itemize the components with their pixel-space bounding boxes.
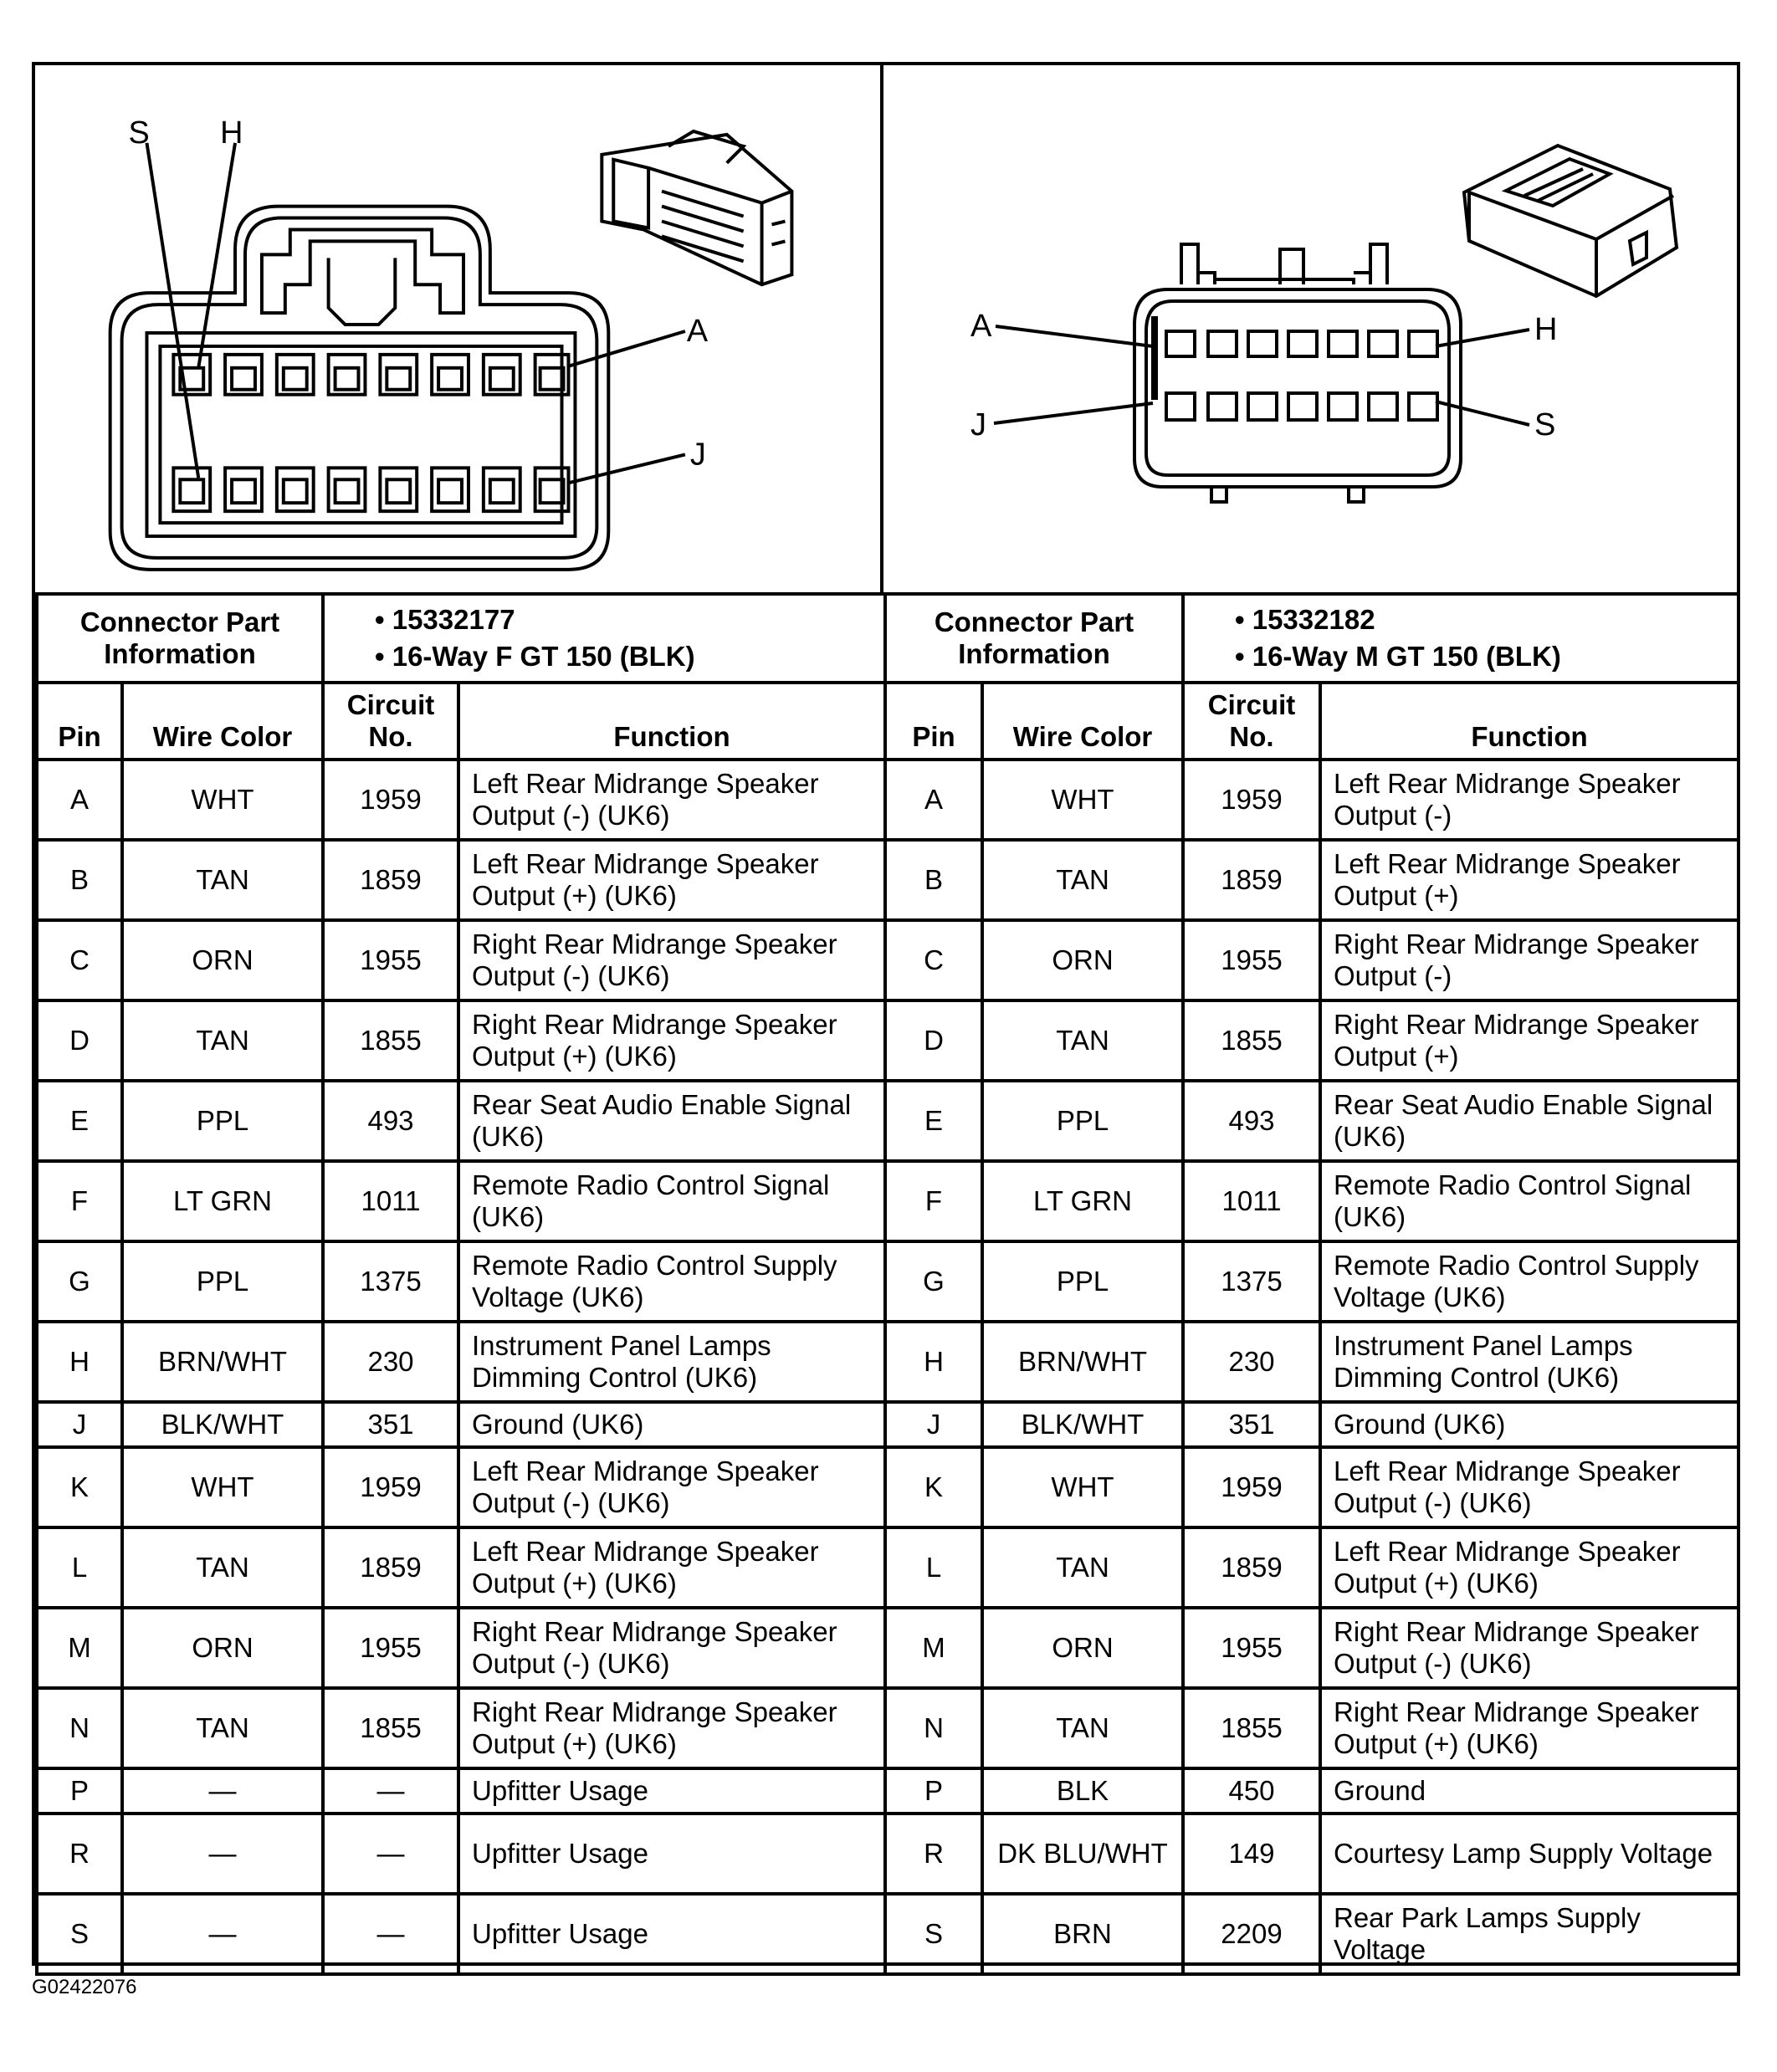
right-wire-color-header: Wire Color: [982, 683, 1183, 760]
pin-row: [37, 1447, 1739, 1527]
left-wire-color-header: Wire Color: [122, 683, 323, 760]
left-wire-color-cell: LT GRN: [122, 1161, 323, 1241]
left-wire-color-cell: TAN: [122, 1527, 323, 1608]
left-wire-color-cell: —: [122, 1768, 323, 1814]
right-wire-color-cell: TAN: [982, 840, 1183, 920]
right-pin-cell: H: [885, 1322, 982, 1402]
connector-sheet: [32, 62, 1740, 1966]
pin-row: [37, 1402, 1739, 1447]
connector-info-row: [37, 594, 1739, 683]
pin-row: [37, 1814, 1739, 1894]
left-pin-cell: N: [37, 1688, 122, 1768]
right-pin-cell: E: [885, 1081, 982, 1161]
left-function-header: Function: [458, 683, 885, 760]
left-label-s: S: [128, 115, 150, 151]
left-pin-cell: B: [37, 840, 122, 920]
left-pin-cell: A: [37, 760, 122, 840]
right-circuit-cell: 1955: [1183, 920, 1320, 1000]
right-circuit-cell: 493: [1183, 1081, 1320, 1161]
right-function-header: Function: [1320, 683, 1739, 760]
left-wire-color-cell: BLK/WHT: [122, 1402, 323, 1447]
right-wire-color-cell: BRN: [982, 1894, 1183, 1974]
left-wire-color-cell: TAN: [122, 1000, 323, 1081]
left-pin-cell: D: [37, 1000, 122, 1081]
right-label-j: J: [970, 407, 986, 443]
left-wire-color-cell: PPL: [122, 1081, 323, 1161]
right-circuit-cell: 450: [1183, 1768, 1320, 1814]
right-circuit-cell: 1959: [1183, 1447, 1320, 1527]
right-circuit-cell: 149: [1183, 1814, 1320, 1894]
left-circuit-cell: 493: [323, 1081, 458, 1161]
left-function-cell: Instrument Panel Lamps Dimming Control (UK6): [458, 1322, 885, 1402]
right-pin-cell: D: [885, 1000, 982, 1081]
left-function-cell: Remote Radio Control Signal (UK6): [458, 1161, 885, 1241]
left-pin-cell: L: [37, 1527, 122, 1608]
left-function-cell: Left Rear Midrange Speaker Output (-) (UK6): [458, 760, 885, 840]
left-pin-cell: M: [37, 1608, 122, 1688]
right-function-cell: Ground: [1320, 1768, 1739, 1814]
left-circuit-cell: 1011: [323, 1161, 458, 1241]
left-circuit-cell: 1959: [323, 760, 458, 840]
left-function-cell: Ground (UK6): [458, 1402, 885, 1447]
left-wire-color-cell: —: [122, 1814, 323, 1894]
right-wire-color-cell: ORN: [982, 1608, 1183, 1688]
right-wire-color-cell: TAN: [982, 1527, 1183, 1608]
left-wire-color-cell: TAN: [122, 840, 323, 920]
right-connector-drawing: [883, 65, 1737, 592]
pin-row: [37, 1768, 1739, 1814]
right-wire-color-cell: LT GRN: [982, 1161, 1183, 1241]
right-wire-color-cell: PPL: [982, 1241, 1183, 1322]
pin-row: [37, 1608, 1739, 1688]
right-function-cell: Right Rear Midrange Speaker Output (-) (UK6): [1320, 1608, 1739, 1688]
left-wire-color-cell: ORN: [122, 1608, 323, 1688]
left-circuit-cell: 1859: [323, 1527, 458, 1608]
right-function-cell: Left Rear Midrange Speaker Output (+) (UK6): [1320, 1527, 1739, 1608]
left-pin-cell: G: [37, 1241, 122, 1322]
left-function-cell: Upfitter Usage: [458, 1768, 885, 1814]
left-wire-color-cell: BRN/WHT: [122, 1322, 323, 1402]
left-circuit-header-line1: Circuit: [346, 689, 435, 721]
right-wire-color-cell: WHT: [982, 760, 1183, 840]
figure-code: G02422076: [32, 1976, 137, 1998]
left-pin-cell: H: [37, 1322, 122, 1402]
left-connector-drawing: [35, 65, 880, 592]
right-wire-color-cell: TAN: [982, 1000, 1183, 1081]
right-pin-cell: C: [885, 920, 982, 1000]
right-wire-color-cell: BRN/WHT: [982, 1322, 1183, 1402]
left-pin-cell: K: [37, 1447, 122, 1527]
right-function-cell: Rear Seat Audio Enable Signal (UK6): [1320, 1081, 1739, 1161]
left-circuit-cell: 1955: [323, 1608, 458, 1688]
pin-row: [37, 1241, 1739, 1322]
right-wire-color-cell: BLK/WHT: [982, 1402, 1183, 1447]
left-function-cell: Upfitter Usage: [458, 1814, 885, 1894]
right-function-cell: Courtesy Lamp Supply Voltage: [1320, 1814, 1739, 1894]
right-pin-cell: S: [885, 1894, 982, 1974]
right-pin-cell: G: [885, 1241, 982, 1322]
left-pin-cell: J: [37, 1402, 122, 1447]
left-part-info: [323, 594, 885, 683]
right-wire-color-cell: ORN: [982, 920, 1183, 1000]
left-function-cell: Right Rear Midrange Speaker Output (-) (UK6): [458, 1608, 885, 1688]
left-pin-header: Pin: [37, 683, 122, 760]
right-circuit-cell: 1859: [1183, 1527, 1320, 1608]
right-part-number: • 15332182: [1235, 604, 1375, 636]
right-function-cell: Ground (UK6): [1320, 1402, 1739, 1447]
left-function-cell: Right Rear Midrange Speaker Output (+) (UK6): [458, 1000, 885, 1081]
right-pin-cell: L: [885, 1527, 982, 1608]
left-function-cell: Left Rear Midrange Speaker Output (-) (UK6): [458, 1447, 885, 1527]
left-pin-cell: R: [37, 1814, 122, 1894]
pin-row: [37, 760, 1739, 840]
right-wire-color-cell: DK BLU/WHT: [982, 1814, 1183, 1894]
right-function-cell: Instrument Panel Lamps Dimming Control (UK6): [1320, 1322, 1739, 1402]
left-pin-cell: P: [37, 1768, 122, 1814]
right-circuit-cell: 1855: [1183, 1000, 1320, 1081]
right-circuit-cell: 1955: [1183, 1608, 1320, 1688]
right-pin-cell: A: [885, 760, 982, 840]
right-circuit-header-line2: No.: [1229, 721, 1274, 753]
right-circuit-cell: 2209: [1183, 1894, 1320, 1974]
right-circuit-cell: 1959: [1183, 760, 1320, 840]
left-pin-cell: S: [37, 1894, 122, 1974]
pin-table: [35, 592, 1740, 1976]
left-wire-color-cell: WHT: [122, 760, 323, 840]
right-pin-cell: M: [885, 1608, 982, 1688]
right-function-cell: Right Rear Midrange Speaker Output (-): [1320, 920, 1739, 1000]
right-circuit-cell: 1375: [1183, 1241, 1320, 1322]
right-circuit-cell: 351: [1183, 1402, 1320, 1447]
right-function-cell: Left Rear Midrange Speaker Output (-) (UK6): [1320, 1447, 1739, 1527]
right-circuit-cell: 1011: [1183, 1161, 1320, 1241]
right-function-cell: Left Rear Midrange Speaker Output (+): [1320, 840, 1739, 920]
pin-row: [37, 1000, 1739, 1081]
left-wire-color-cell: ORN: [122, 920, 323, 1000]
left-connector-description: • 16-Way F GT 150 (BLK): [375, 641, 695, 672]
left-wire-color-cell: TAN: [122, 1688, 323, 1768]
right-pin-cell: N: [885, 1688, 982, 1768]
left-circuit-cell: 1955: [323, 920, 458, 1000]
left-function-cell: Left Rear Midrange Speaker Output (+) (UK6): [458, 840, 885, 920]
left-circuit-cell: —: [323, 1894, 458, 1974]
left-label-a: A: [686, 313, 709, 349]
left-function-cell: Rear Seat Audio Enable Signal (UK6): [458, 1081, 885, 1161]
right-function-cell: Rear Park Lamps Supply Voltage: [1320, 1894, 1739, 1974]
right-wire-color-cell: BLK: [982, 1768, 1183, 1814]
left-wire-color-cell: PPL: [122, 1241, 323, 1322]
left-wire-color-cell: WHT: [122, 1447, 323, 1527]
right-label-h: H: [1534, 312, 1558, 347]
pin-row: [37, 1527, 1739, 1608]
right-circuit-cell: 1859: [1183, 840, 1320, 920]
right-connector-panel: [883, 65, 1737, 592]
right-pin-cell: J: [885, 1402, 982, 1447]
right-pin-cell: F: [885, 1161, 982, 1241]
left-connector-panel: [35, 65, 883, 592]
left-circuit-cell: —: [323, 1814, 458, 1894]
right-pin-header: Pin: [885, 683, 982, 760]
right-connector-description: • 16-Way M GT 150 (BLK): [1235, 641, 1561, 672]
left-circuit-header: [323, 683, 458, 760]
left-label-h: H: [220, 115, 243, 151]
left-label-j: J: [689, 437, 706, 473]
right-label-a: A: [970, 309, 992, 344]
left-circuit-cell: 1855: [323, 1000, 458, 1081]
left-function-cell: Right Rear Midrange Speaker Output (+) (UK6): [458, 1688, 885, 1768]
pin-row: [37, 1081, 1739, 1161]
left-circuit-cell: —: [323, 1768, 458, 1814]
right-pin-cell: B: [885, 840, 982, 920]
right-circuit-cell: 230: [1183, 1322, 1320, 1402]
pin-row: [37, 1161, 1739, 1241]
right-label-s: S: [1534, 407, 1556, 443]
right-pin-cell: K: [885, 1447, 982, 1527]
right-circuit-header-line1: Circuit: [1207, 689, 1296, 721]
left-function-cell: Upfitter Usage: [458, 1894, 885, 1974]
left-circuit-cell: 1375: [323, 1241, 458, 1322]
left-function-cell: Left Rear Midrange Speaker Output (+) (UK6): [458, 1527, 885, 1608]
right-info-label: Connector Part Information: [885, 594, 1183, 683]
pin-row: [37, 920, 1739, 1000]
left-function-cell: Right Rear Midrange Speaker Output (-) (UK6): [458, 920, 885, 1000]
right-function-cell: Left Rear Midrange Speaker Output (-): [1320, 760, 1739, 840]
column-header-row: [37, 683, 1739, 760]
right-function-cell: Right Rear Midrange Speaker Output (+) (UK6): [1320, 1688, 1739, 1768]
right-circuit-header: [1183, 683, 1320, 760]
left-circuit-cell: 351: [323, 1402, 458, 1447]
left-circuit-cell: 1859: [323, 840, 458, 920]
right-part-info: [1183, 594, 1739, 683]
pin-row: [37, 1688, 1739, 1768]
right-function-cell: Remote Radio Control Supply Voltage (UK6): [1320, 1241, 1739, 1322]
left-circuit-cell: 1959: [323, 1447, 458, 1527]
right-function-cell: Remote Radio Control Signal (UK6): [1320, 1161, 1739, 1241]
pin-row: [37, 1894, 1739, 1974]
left-pin-cell: F: [37, 1161, 122, 1241]
left-pin-cell: C: [37, 920, 122, 1000]
pin-row: [37, 840, 1739, 920]
right-function-cell: Right Rear Midrange Speaker Output (+): [1320, 1000, 1739, 1081]
right-circuit-cell: 1855: [1183, 1688, 1320, 1768]
right-wire-color-cell: TAN: [982, 1688, 1183, 1768]
right-wire-color-cell: PPL: [982, 1081, 1183, 1161]
left-part-number: • 15332177: [375, 604, 515, 636]
left-pin-cell: E: [37, 1081, 122, 1161]
left-info-label: Connector Part Information: [37, 594, 323, 683]
pin-row: [37, 1322, 1739, 1402]
left-circuit-cell: 230: [323, 1322, 458, 1402]
right-pin-cell: P: [885, 1768, 982, 1814]
left-circuit-header-line2: No.: [368, 721, 413, 753]
left-function-cell: Remote Radio Control Supply Voltage (UK6): [458, 1241, 885, 1322]
right-wire-color-cell: WHT: [982, 1447, 1183, 1527]
left-circuit-cell: 1855: [323, 1688, 458, 1768]
left-wire-color-cell: —: [122, 1894, 323, 1974]
right-pin-cell: R: [885, 1814, 982, 1894]
